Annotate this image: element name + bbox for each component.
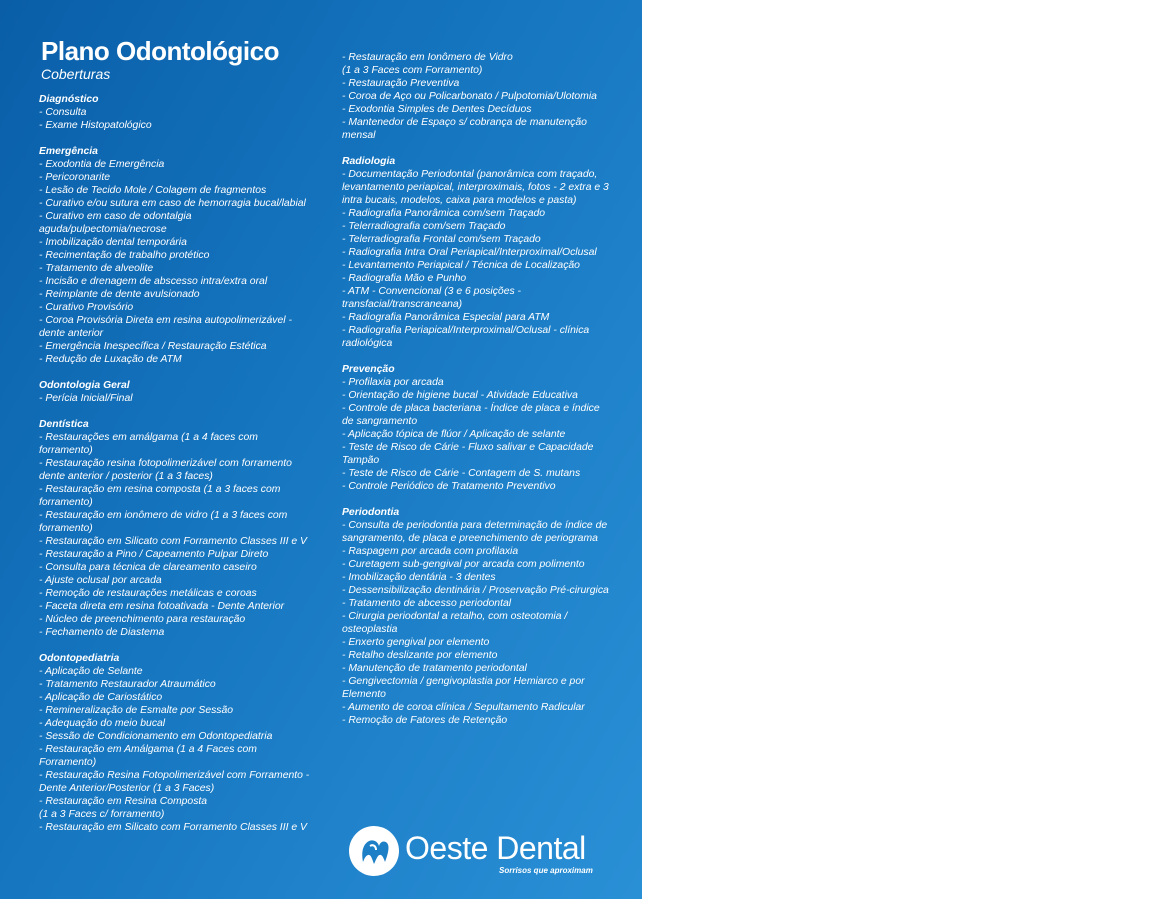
coverage-item: - Núcleo de preenchimento para restauração (39, 614, 246, 625)
coverage-item: - Aplicação de Selante (39, 666, 143, 677)
coverage-item: - Restauração em Amálgama (1 a 4 Faces com Forramento) (39, 744, 257, 768)
coverage-item: - Restauração em Silicato com Forramento Classes III e V (39, 822, 307, 833)
coverage-item: - Dessensibilização dentinária / Proservação Pré-cirurgica (342, 585, 609, 596)
coverage-item: - ATM - Convencional (3 e 6 posições - transfacial/transcraneana) (342, 286, 522, 310)
coverage-item: - Restauração em Ionômero de Vidro (1 a 3 Faces com Forramento) (342, 52, 513, 76)
coverage-item: - Consulta (39, 107, 87, 118)
coverage-item: - Restauração em ionômero de vidro (1 a 3 faces com forramento) (39, 510, 288, 534)
coverage-item: - Levantamento Periapical / Técnica de Localização (342, 260, 580, 271)
coverage-item: - Faceta direta em resina fotoativada - Dente Anterior (39, 601, 285, 612)
coverage-item: - Mantenedor de Espaço s/ cobrança de manutenção mensal (342, 117, 587, 141)
coverage-section (39, 145, 314, 366)
coverage-item: - Remoção de restaurações metálicas e coroas (39, 588, 257, 599)
coverage-section (342, 155, 610, 350)
coverage-item: - Consulta de periodontia para determinação de índice de sangramento, de placa e preenchimento de periograma (342, 520, 608, 544)
oeste-dental-logo (349, 826, 609, 882)
coverage-item: - Orientação de higiene bucal - Atividade Educativa (342, 390, 578, 401)
coverage-item: - Remineralização de Esmalte por Sessão (39, 705, 234, 716)
coverage-item: - Remoção de Fatores de Retenção (342, 715, 508, 726)
coverage-item: - Incisão e drenagem de abscesso intra/extra oral (39, 276, 268, 287)
coverage-item: - Perícia Inicial/Final (39, 393, 133, 404)
coverage-item: - Curativo Provisório (39, 302, 134, 313)
coverage-section (342, 363, 610, 493)
left-column (39, 93, 314, 847)
coverage-item: - Consulta para técnica de clareamento caseiro (39, 562, 257, 573)
coverage-item: - Radiografia Panorâmica Especial para ATM (342, 312, 550, 323)
coverage-section (342, 51, 610, 142)
coverage-item: - Controle de placa bacteriana - Índice de placa e índice de sangramento (342, 403, 600, 427)
coverage-item: - Profilaxia por arcada (342, 377, 444, 388)
coverage-item: - Radiografia Panorâmica com/sem Traçado (342, 208, 546, 219)
coverage-item: - Aumento de coroa clínica / Sepultamento Radicular (342, 702, 585, 713)
coverage-item: - Restauração Resina Fotopolimerizável com Forramento -Dente Anterior/Posterior (1 a 3 Faces) (39, 770, 310, 794)
coverage-item: - Curativo em caso de odontalgia aguda/pulpectomia/necrose (39, 211, 192, 235)
coverage-item: - Retalho deslizante por elemento (342, 650, 498, 661)
section-heading: Odontologia Geral (39, 380, 130, 391)
section-heading: Dentística (39, 419, 89, 430)
coverage-item: - Exame Histopatológico (39, 120, 152, 131)
coverage-item: - Redução de Luxação de ATM (39, 354, 182, 365)
coverage-item: - Coroa de Aço ou Policarbonato / Pulpotomia/Ulotomia (342, 91, 597, 102)
coverage-item: - Fechamento de Diastema (39, 627, 165, 638)
coverage-item: - Restauração em Silicato com Forramento Classes III e V (39, 536, 307, 547)
logo-tagline: Sorrisos que aproximam (499, 866, 593, 875)
coverage-item: - Exodontia Simples de Dentes Decíduos (342, 104, 532, 115)
coverage-item: - Aplicação de Cariostático (39, 692, 163, 703)
coverage-item: - Sessão de Condicionamento em Odontopediatria (39, 731, 273, 742)
section-heading: Emergência (39, 146, 98, 157)
coverage-item: - Telerradiografia com/sem Traçado (342, 221, 506, 232)
section-heading: Radiologia (342, 156, 396, 167)
coverage-item: - Documentação Periodontal (panorâmica com traçado, levantamento periapical, interproximais, fotos - 2 extra e 3 intra bucais, modelos, caixa para modelos e pasta) (342, 169, 609, 206)
coverage-section (39, 418, 314, 639)
coverage-item: - Restaurações em amálgama (1 a 4 faces com forramento) (39, 432, 258, 456)
coverage-item: - Curetagem sub-gengival por arcada com polimento (342, 559, 585, 570)
logo-wordmark: Oeste Dental (405, 830, 586, 866)
page-subtitle: Coberturas (41, 66, 111, 82)
coverage-item: - Radiografia Mão e Punho (342, 273, 467, 284)
coverage-section (39, 652, 314, 834)
coverage-item: - Recimentação de trabalho protético (39, 250, 210, 261)
coverage-item: - Tratamento Restaurador Atraumático (39, 679, 216, 690)
coverage-item: - Imobilização dental temporária (39, 237, 187, 248)
coverage-item: - Teste de Risco de Cárie - Contagem de S. mutans (342, 468, 581, 479)
coverage-item: - Enxerto gengival por elemento (342, 637, 490, 648)
coverage-item: - Controle Periódico de Tratamento Preventivo (342, 481, 556, 492)
section-heading: Prevenção (342, 364, 395, 375)
page-title: Plano Odontológico (41, 36, 279, 66)
coverage-item: - Tratamento de alveolite (39, 263, 154, 274)
section-heading: Periodontia (342, 507, 400, 518)
coverage-item: - Aplicação tópica de flúor / Aplicação de selante (342, 429, 566, 440)
coverage-item: - Radiografia Intra Oral Periapical/Interproximal/Oclusal (342, 247, 597, 258)
section-heading: Diagnóstico (39, 94, 99, 105)
coverage-section (39, 93, 314, 132)
coverage-item: - Reimplante de dente avulsionado (39, 289, 200, 300)
coverage-section (342, 506, 610, 727)
coverage-item: - Raspagem por arcada com profilaxia (342, 546, 519, 557)
coverage-item: - Pericoronarite (39, 172, 111, 183)
coverage-item: - Restauração em resina composta (1 a 3 faces com forramento) (39, 484, 281, 508)
coverage-item: - Ajuste oclusal por arcada (39, 575, 162, 586)
coverage-item: - Restauração Preventiva (342, 78, 460, 89)
coverage-item: - Coroa Provisória Direta em resina autopolimerizável - dente anterior (39, 315, 292, 339)
coverage-item: - Emergência Inespecífica / Restauração Estética (39, 341, 267, 352)
coverage-item: - Restauração a Pino / Capeamento Pulpar Direto (39, 549, 269, 560)
coverage-item: - Curativo e/ou sutura em caso de hemorragia bucal/labial (39, 198, 306, 209)
coverage-item: - Imobilização dentária - 3 dentes (342, 572, 496, 583)
coverage-item: - Cirurgia periodontal a retalho, com osteotomia / osteoplastia (342, 611, 568, 635)
coverage-item: - Tratamento de abcesso periodontal (342, 598, 512, 609)
coverage-item: - Lesão de Tecido Mole / Colagem de fragmentos (39, 185, 267, 196)
coverage-item: - Restauração em Resina Composta (1 a 3 Faces c/ forramento) (39, 796, 208, 820)
section-heading: Odontopediatria (39, 653, 120, 664)
coverage-item: - Adequação do meio bucal (39, 718, 166, 729)
coverage-item: - Restauração resina fotopolimerizável com forramento dente anterior / posterior (1 a 3 faces) (39, 458, 292, 482)
coverage-item: - Manutenção de tratamento periodontal (342, 663, 527, 674)
right-column (342, 51, 610, 740)
coverage-item: - Teste de Risco de Cárie - Fluxo salivar e Capacidade Tampão (342, 442, 594, 466)
coverage-section (39, 379, 314, 405)
coverage-item: - Telerradiografia Frontal com/sem Traçado (342, 234, 541, 245)
tooth-logo-icon (349, 826, 399, 876)
coverage-item: - Exodontia de Emergência (39, 159, 165, 170)
coverage-item: - Radiografia Periapical/Interproximal/Oclusal - clínica radiológica (342, 325, 590, 349)
coverage-item: - Gengivectomia / gengivoplastia por Hemiarco e por Elemento (342, 676, 585, 700)
